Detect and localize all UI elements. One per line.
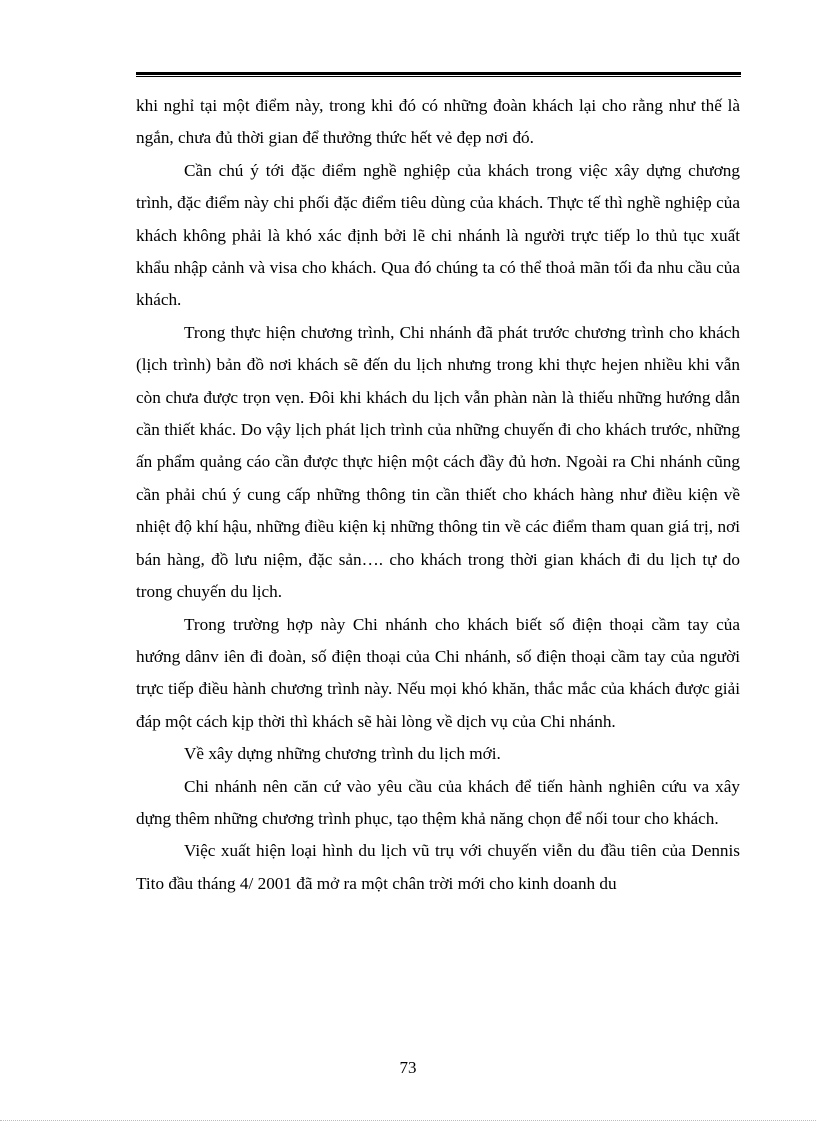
- header-rule-thin-line: [136, 76, 741, 77]
- paragraph-branch-research: Chi nhánh nên căn cứ vào yêu cầu của khách để tiến hành nghiên cứu va xây dựng thêm những chương trình phục, tạo thệm khả năng chọn để nối tour cho khách.: [136, 776, 740, 828]
- paragraph-customer-occupation: Cần chú ý tới đặc điểm nghề nghiệp của khách trong việc xây dựng chương trình, đặc điểm này chi phối đặc điểm tiêu dùng của khách. Thực tế thì nghề nghiệp của khách không phải là khó xác định bởi lẽ chi nhánh là người trực tiếp lo thủ tục xuất khẩu nhập cảnh và visa cho khách. Qua đó chúng ta có thể thoả mãn tối đa nhu cầu của khách.: [136, 160, 740, 310]
- page-bottom-dotted-border: [0, 1120, 816, 1121]
- paragraph-program-implementation: Trong thực hiện chương trình, Chi nhánh đã phát trước chương trình cho khách (lịch trình) bản đồ nơi khách sẽ đến du lịch nhưng trong khi thực hejen nhiều khi vẫn còn chưa được trọn vẹn. Đôi khi khách du lịch vẫn phàn nàn là thiếu những hướng dẫn cần thiết khác. Do vậy lịch phát lịch trình của những chuyến đi cho khách trước, những ấn phẩm quảng cáo cần được thực hiện một cách đầy đủ hơn. Ngoài ra Chi nhánh cũng cần phải chú ý cung cấp những thông tin cần thiết cho khách hàng như điều kiện về nhiệt độ khí hậu, những điều kiện kị những thông tin về các điểm tham quan giá trị, nơi bán hàng, đồ lưu niệm, đặc sản…. cho khách trong thời gian khách đi du lịch tự do trong chuyến du lịch.: [136, 322, 740, 602]
- page-number: 73: [399, 1058, 417, 1077]
- paragraph-continuation: khi nghỉ tại một điểm này, trong khi đó có những đoàn khách lại cho rằng như thế là ngắn, chưa đủ thời gian để thưởng thức hết vẻ đẹp nơi đó.: [136, 96, 740, 148]
- paragraph-space-tourism: Việc xuất hiện loại hình du lịch vũ trụ với chuyến viễn du đầu tiên của Dennis Tito đầu tháng 4/ 2001 đã mở ra một chân trời mới cho kinh doanh du: [136, 841, 740, 893]
- paragraph-phone-contacts: Trong trường hợp này Chi nhánh cho khách biết số điện thoại cầm tay của hướng dânv iên đi đoàn, số điện thoại của Chi nhánh, số điện thoại cầm tay của người trực tiếp điều hành chương trình này. Nếu mọi khó khăn, thắc mắc của khách được giải đáp một cách kịp thời thì khách sẽ hài lòng về dịch vụ của Chi nhánh.: [136, 614, 740, 731]
- paragraph-new-programs-heading: Về xây dựng những chương trình du lịch mới.: [184, 744, 501, 764]
- header-double-rule: [136, 72, 741, 78]
- header-rule-thick-line: [136, 72, 741, 75]
- document-body: [136, 90, 740, 900]
